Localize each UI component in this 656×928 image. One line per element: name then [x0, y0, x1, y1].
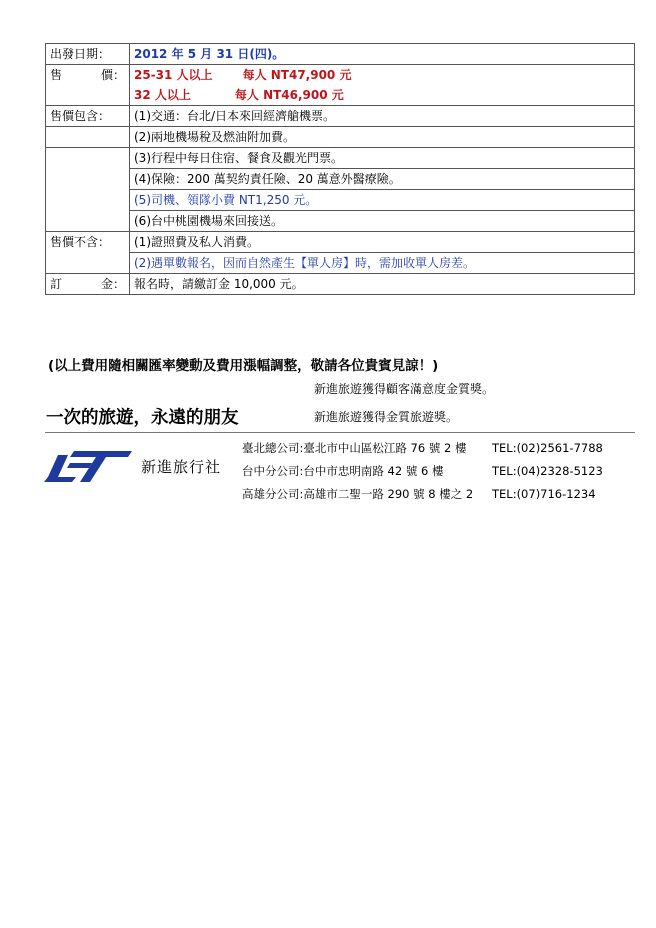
excludes-item: (2)遇單數報名，因而自然產生【單人房】時，需加收單人房差。	[130, 253, 635, 274]
includes-item: (4)保險：200 萬契約責任險、20 萬意外醫療險。	[130, 169, 635, 190]
branch-taipei	[242, 437, 632, 460]
deposit-label: 訂 金：	[46, 274, 130, 295]
price-row-2	[46, 85, 635, 106]
departure-value: 2012 年 5 月 31 日(四)。	[130, 44, 635, 65]
deposit-value: 報名時，請繳訂金 10,000 元。	[130, 274, 635, 295]
award-satisfaction: 新進旅遊獲得顧客滿意度金質獎。	[314, 382, 495, 396]
divider	[45, 432, 635, 433]
price-note: (以上費用隨相關匯率變動及費用漲幅調整，敬請各位貴賓見諒！)	[48, 358, 439, 374]
company-name: 新進旅行社	[141, 458, 222, 476]
deposit-row	[46, 274, 635, 295]
excludes-row	[46, 232, 635, 253]
price-table	[45, 43, 635, 295]
company-logo-icon	[44, 447, 134, 489]
branch-address: 台中分公司:台中市忠明南路 42 號 6 樓	[242, 464, 444, 478]
branch-tel: TEL:(02)2561-7788	[492, 441, 603, 455]
branch-address: 臺北總公司:臺北市中山區松江路 76 號 2 樓	[242, 441, 467, 455]
excludes-item: (1)證照費及私人消費。	[130, 232, 635, 253]
branch-tel: TEL:(07)716-1234	[492, 487, 596, 501]
branch-list	[242, 437, 632, 506]
includes-item: (2)兩地機場稅及燃油附加費。	[130, 127, 635, 148]
slogan: 一次的旅遊，永遠的朋友	[46, 408, 239, 428]
includes-label: 售價包含：	[46, 106, 130, 127]
price-line-2: 32 人以上 每人 NT46,900 元	[130, 85, 635, 106]
includes-item: (5)司機、領隊小費 NT1,250 元。	[130, 190, 635, 211]
includes-item: (1)交通：台北/日本來回經濟艙機票。	[130, 106, 635, 127]
includes-item: (3)行程中每日住宿、餐食及觀光門票。	[130, 148, 635, 169]
award-gold: 新進旅遊獲得金質旅遊獎。	[314, 410, 459, 424]
branch-address: 高雄分公司:高雄市二聖一路 290 號 8 樓之 2	[242, 487, 474, 501]
includes-row	[46, 106, 635, 127]
departure-row	[46, 44, 635, 65]
branch-tel: TEL:(04)2328-5123	[492, 464, 603, 478]
branch-kaohsiung	[242, 483, 632, 506]
price-label: 售 價：	[46, 65, 130, 86]
includes-item: (6)台中桃園機場來回接送。	[130, 211, 635, 232]
branch-taichung	[242, 460, 632, 483]
excludes-label: 售價不含：	[46, 232, 130, 253]
price-line-1: 25-31 人以上 每人 NT47,900 元	[130, 65, 635, 86]
price-row	[46, 65, 635, 86]
departure-label: 出發日期：	[46, 44, 130, 65]
